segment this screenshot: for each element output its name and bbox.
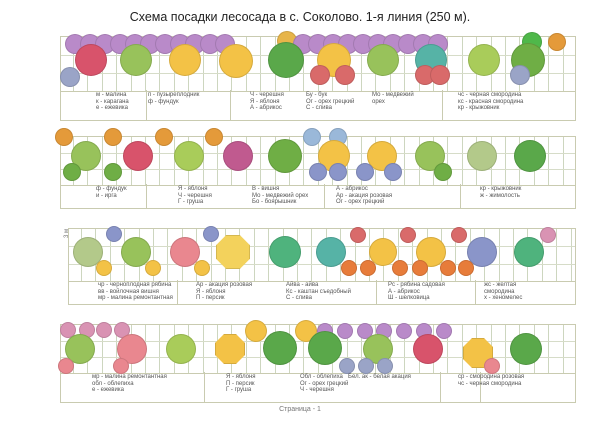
legend-column <box>372 92 414 105</box>
legend-entry: Г - груша <box>226 387 252 394</box>
legend-column <box>484 282 522 302</box>
legend-column <box>286 282 351 302</box>
plant-marker <box>451 227 467 243</box>
plant-marker <box>174 141 204 171</box>
legend-entry: м - малина <box>96 92 127 98</box>
legend-entry: Я - яблоня <box>196 288 226 295</box>
legend-entry: кр - крыжовник <box>458 105 500 112</box>
legend-entry: ф - фундук <box>96 186 127 192</box>
grid-line <box>505 137 506 185</box>
plant-marker <box>400 227 416 243</box>
legend-separator <box>460 184 461 208</box>
plant-marker <box>434 163 452 181</box>
plant-marker <box>268 139 302 173</box>
grid-line <box>462 137 463 185</box>
plant-marker <box>436 323 452 339</box>
plant-marker <box>60 67 80 87</box>
legend-entry: ср - смородина розовая <box>458 374 525 380</box>
plant-marker <box>412 260 428 276</box>
plant-marker <box>194 260 210 276</box>
plant-marker <box>548 33 566 51</box>
legend-column <box>458 92 523 112</box>
legend-column <box>196 282 252 302</box>
legend-column <box>300 374 348 394</box>
legend-separator <box>440 372 441 402</box>
plant-marker <box>510 333 542 365</box>
legend-entry: чр - черноплодная рябина <box>98 282 172 288</box>
legend-column <box>480 186 521 199</box>
legend-column <box>250 92 284 112</box>
height-label: 3 м <box>64 228 70 238</box>
plant-marker <box>169 44 201 76</box>
legend-entry: мр - малина ремонтантная <box>98 295 173 302</box>
plant-marker <box>467 141 497 171</box>
legend-entry: Ар - акация розовая <box>336 192 393 199</box>
plant-marker <box>430 65 450 85</box>
legend-entry: Ш - шелковица <box>388 295 430 302</box>
legend-entry: смородина <box>484 288 515 295</box>
grid-line <box>311 229 312 281</box>
plant-marker <box>392 260 408 276</box>
plant-marker <box>510 65 530 85</box>
page-title: Схема посадки лесосада в с. Соколово. 1-я линия (250 м). <box>129 10 471 24</box>
grid-line <box>159 325 160 373</box>
legend-column <box>458 374 524 387</box>
legend-entry: Ог - орех грецкий <box>306 98 355 105</box>
legend-entry: ж - жимолость <box>480 192 520 199</box>
grid-line <box>563 325 564 373</box>
plant-marker <box>145 260 161 276</box>
legend-column <box>92 374 167 394</box>
plant-marker <box>396 323 412 339</box>
legend-separator <box>376 280 377 304</box>
legend-entry: Ч - черешня <box>250 92 284 98</box>
grid-line <box>260 137 261 185</box>
plant-marker <box>308 331 342 365</box>
legend-entry: Бел. ак - белая акация <box>348 374 411 380</box>
grid-line <box>462 37 463 91</box>
grid-line <box>563 137 564 185</box>
plant-marker <box>203 226 219 242</box>
plant-marker <box>155 128 173 146</box>
plant-marker <box>514 237 544 267</box>
legend-entry: кс - красная смородина <box>458 98 524 105</box>
legend-entry: Кс - каштан съедобный <box>286 288 351 295</box>
legend-entry: к - карагана <box>96 98 129 105</box>
legend-entry: Ч - черешня <box>178 192 212 199</box>
legend-column <box>306 92 354 112</box>
legend-column <box>252 186 308 206</box>
plant-marker <box>104 128 122 146</box>
plant-marker <box>440 260 456 276</box>
legend-entry: А - абрикос <box>336 186 368 192</box>
plant-marker <box>216 235 250 269</box>
plant-marker <box>269 236 301 268</box>
grid-line <box>548 137 549 185</box>
plant-marker <box>106 226 122 242</box>
legend-separator <box>442 90 443 120</box>
plant-marker <box>310 65 330 85</box>
plant-marker <box>75 44 107 76</box>
legend-separator <box>324 184 325 208</box>
legend-entry: Ар - акация розовая <box>196 282 253 288</box>
legend-entry: ф - фундук <box>148 98 179 105</box>
grid-line <box>167 229 168 281</box>
plant-marker <box>96 260 112 276</box>
legend-entry: жс - желтая <box>484 282 517 288</box>
plant-marker <box>360 260 376 276</box>
plant-marker <box>337 323 353 339</box>
plant-marker <box>263 331 297 365</box>
legend-entry: Бу - бук <box>306 92 328 98</box>
legend-entry: кр - крыжовник <box>480 186 522 192</box>
legend-entry: П - персик <box>226 380 255 387</box>
legend-entry: п - пузыреплодник <box>148 92 200 98</box>
grid-line <box>505 37 506 91</box>
plant-marker <box>219 44 253 78</box>
grid-line <box>499 229 500 281</box>
legend-entry: Ч - черешня <box>300 387 334 394</box>
grid-line <box>571 229 572 281</box>
page-number: Страница - 1 <box>279 406 321 413</box>
grid-line <box>505 325 506 373</box>
legend-column <box>96 92 129 112</box>
legend-entry: Ог - орех грецкий <box>336 199 385 206</box>
legend-separator <box>177 280 178 304</box>
legend-entry: Бо - боярышник <box>252 199 297 206</box>
grid-line <box>556 229 557 281</box>
legend-entry: е - ежевика <box>92 387 124 394</box>
legend-entry: Айва - айва <box>286 282 319 288</box>
plant-marker <box>384 163 402 181</box>
grid-line <box>203 325 204 373</box>
plant-marker <box>104 163 122 181</box>
plant-marker <box>205 128 223 146</box>
legend-column <box>178 186 212 206</box>
legend-entry: вв - войлочная вишня <box>98 288 159 295</box>
plant-marker <box>309 163 327 181</box>
legend-separator <box>146 90 147 120</box>
plant-marker <box>120 44 152 76</box>
plant-marker <box>356 163 374 181</box>
plant-marker <box>468 44 500 76</box>
plant-marker <box>123 141 153 171</box>
grid-line <box>548 325 549 373</box>
plant-marker <box>245 320 267 342</box>
legend-entry: А - абрикос <box>250 105 282 112</box>
plant-marker <box>350 227 366 243</box>
grid-line <box>303 137 304 185</box>
legend-column <box>98 282 173 302</box>
legend-entry: А - абрикос <box>388 288 420 295</box>
legend-entry: С - слива <box>306 105 332 112</box>
legend-entry: Г - груша <box>178 199 204 206</box>
legend-entry: В - вишня <box>252 186 280 192</box>
grid-line <box>260 37 261 91</box>
plant-marker <box>335 65 355 85</box>
plant-marker <box>268 42 304 78</box>
legend-entry: С - слива <box>286 295 312 302</box>
plant-marker <box>215 334 245 364</box>
plant-marker <box>303 128 321 146</box>
plant-marker <box>96 322 112 338</box>
plant-marker <box>55 128 73 146</box>
grid-line <box>404 137 405 185</box>
legend-entry: П - персик <box>196 295 225 302</box>
legend-separator <box>204 372 205 402</box>
legend-separator <box>146 184 147 208</box>
legend-entry: чс - черная смородина <box>458 380 522 387</box>
legend-entry: Ог - орех грецкий <box>300 380 349 387</box>
plant-marker <box>166 334 196 364</box>
legend-entry: Обл - облепиха <box>300 374 343 380</box>
legend-entry: е - ежевика <box>96 105 128 112</box>
legend-entry: х - хеномелес <box>484 295 523 302</box>
grid-line <box>102 137 103 185</box>
legend-column <box>388 282 445 302</box>
plant-marker <box>514 140 546 172</box>
legend-entry: орех <box>372 98 385 105</box>
plant-marker <box>367 44 399 76</box>
legend-entry: мр - малина ремонтантная <box>92 374 167 380</box>
legend-entry: Я - яблоня <box>178 186 208 192</box>
plant-marker <box>223 141 253 171</box>
plant-marker <box>341 260 357 276</box>
legend-column <box>96 186 127 199</box>
plant-marker <box>63 163 81 181</box>
legend-entry: Рс - рябина садовая <box>388 282 445 288</box>
plant-marker <box>329 163 347 181</box>
legend-entry: Мо - медвежий орех <box>252 192 309 199</box>
plant-marker <box>540 227 556 243</box>
legend-separator <box>475 280 476 304</box>
legend-entry: Я - яблоня <box>226 374 256 380</box>
legend-entry: и - ирга <box>96 192 117 199</box>
legend-separator <box>230 90 231 120</box>
legend-entry: обл - облепиха <box>92 380 134 387</box>
grid-line <box>254 229 255 281</box>
legend-column <box>148 92 199 105</box>
grid-line <box>462 325 463 373</box>
legend-column <box>226 374 256 394</box>
legend-entry: Я - яблоня <box>250 98 280 105</box>
legend-entry: Мо - медвежий <box>372 92 414 98</box>
legend-column <box>348 374 411 381</box>
legend-column <box>336 186 392 206</box>
plant-marker <box>413 334 443 364</box>
legend-entry: чс - черная смородина <box>458 92 522 98</box>
plant-marker <box>458 260 474 276</box>
